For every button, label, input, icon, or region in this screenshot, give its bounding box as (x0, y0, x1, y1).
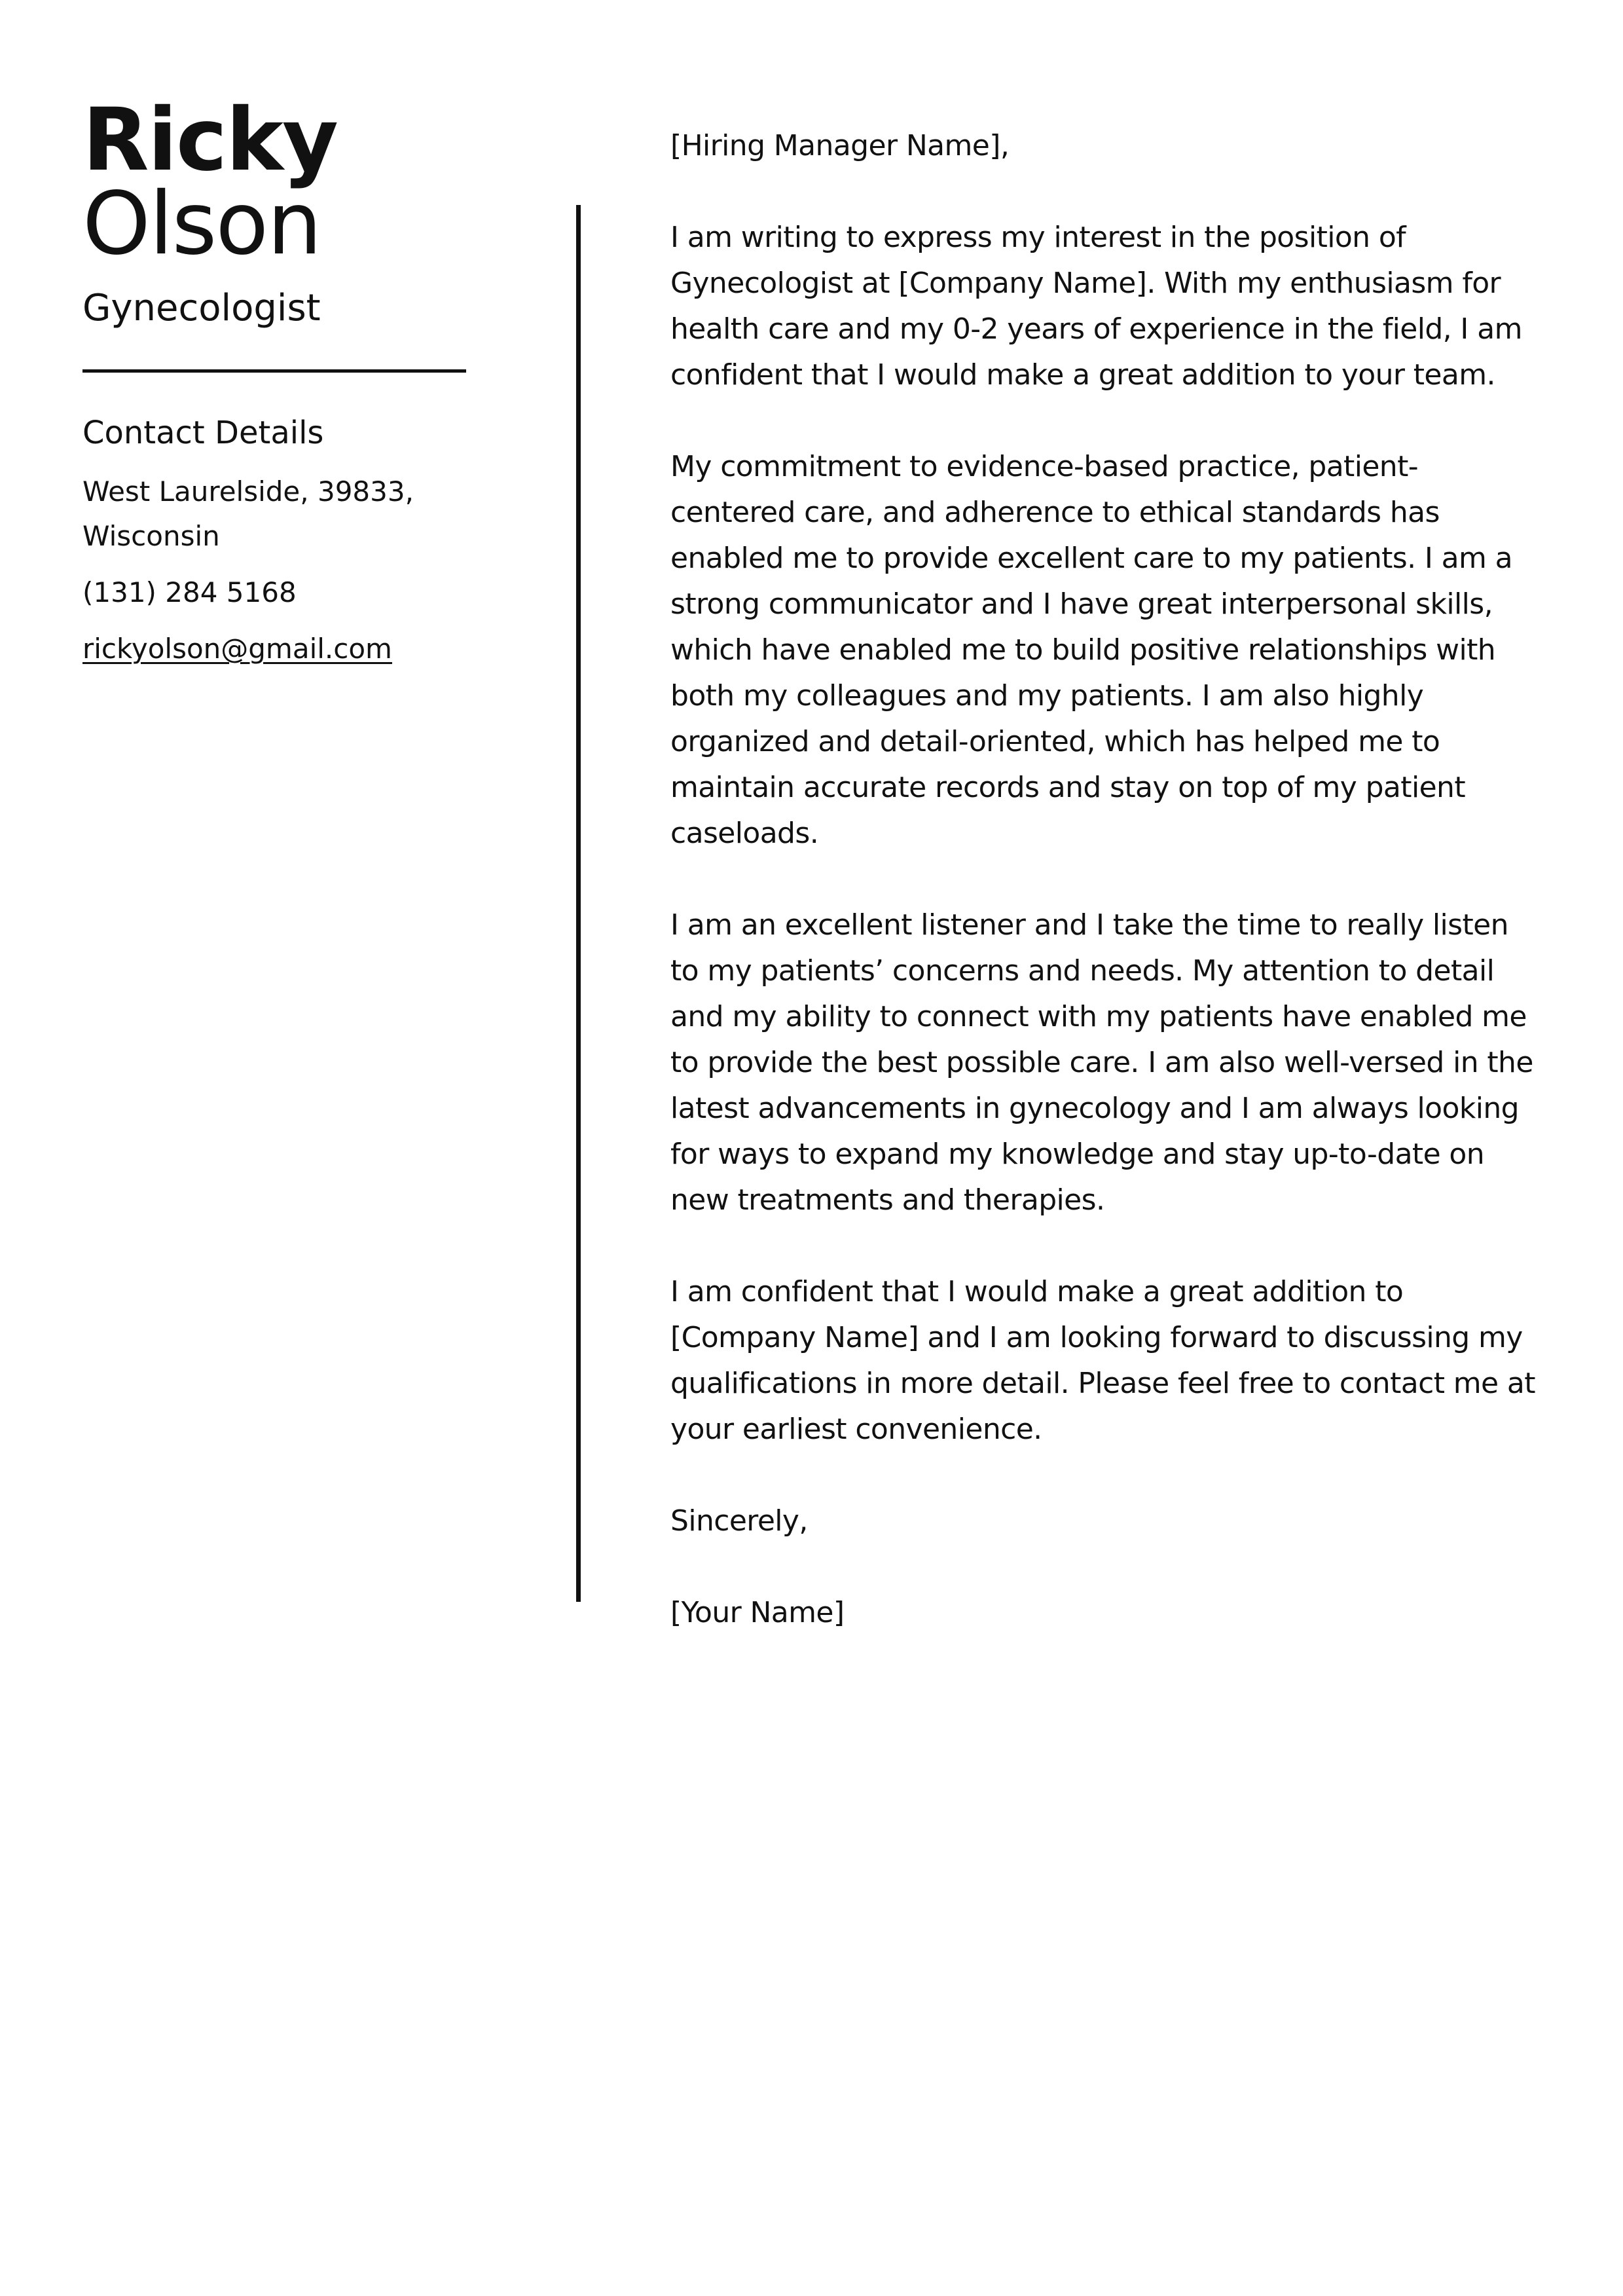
contact-phone: (131) 284 5168 (82, 576, 297, 608)
job-title: Gynecologist (82, 287, 321, 329)
letter-paragraph-1: I am writing to express my interest in the position of Gynecologist at [Company Name]. With my enthusiasm for health care and my 0-2 years of experience in the field, I am confident that I would make a great addition to your team. (670, 221, 1522, 392)
closing: Sincerely, (670, 1504, 808, 1538)
contact-heading: Contact Details (82, 415, 324, 451)
letter-paragraph-3: I am an excellent listener and I take the time to really listen to my patients’ concerns and needs. My attention to detail and my ability to connect with my patients have enabled me to provide the best possible care. I am also well-versed in the latest advancements in gynecology and I am always looking for ways to expand my knowledge and stay up-to-date on new treatments and therapies. (670, 908, 1533, 1217)
letter-paragraph-2: My commitment to evidence-based practice, patient-centered care, and adherence to ethical standards has enabled me to provide excellent care to my patients. I am a strong communicator and I have great interpersonal skills, which have enabled me to build positive relationships with both my colleagues and my patients. I am also highly organized and detail-oriented, which has helped me to maintain accurate records and stay on top of my patient caseloads. (670, 450, 1513, 850)
vertical-divider (576, 205, 581, 1602)
sidebar-divider (82, 369, 466, 373)
sidebar (82, 90, 469, 671)
first-name: Ricky (82, 90, 337, 191)
last-name: Olson (82, 174, 321, 274)
contact-email-link[interactable]: rickyolson@gmail.com (82, 633, 392, 665)
signature: [Your Name] (670, 1596, 845, 1629)
letter-paragraph-4: I am confident that I would make a great addition to [Company Name] and I am looking forward to discussing my qualifications in more detail. Please feel free to contact me at your earliest convenience. (670, 1275, 1535, 1446)
salutation: [Hiring Manager Name], (670, 129, 1010, 162)
letter-body (670, 123, 1541, 1682)
contact-email-row (82, 627, 469, 671)
contact-address: West Laurelside, 39833, Wisconsin (82, 475, 414, 552)
